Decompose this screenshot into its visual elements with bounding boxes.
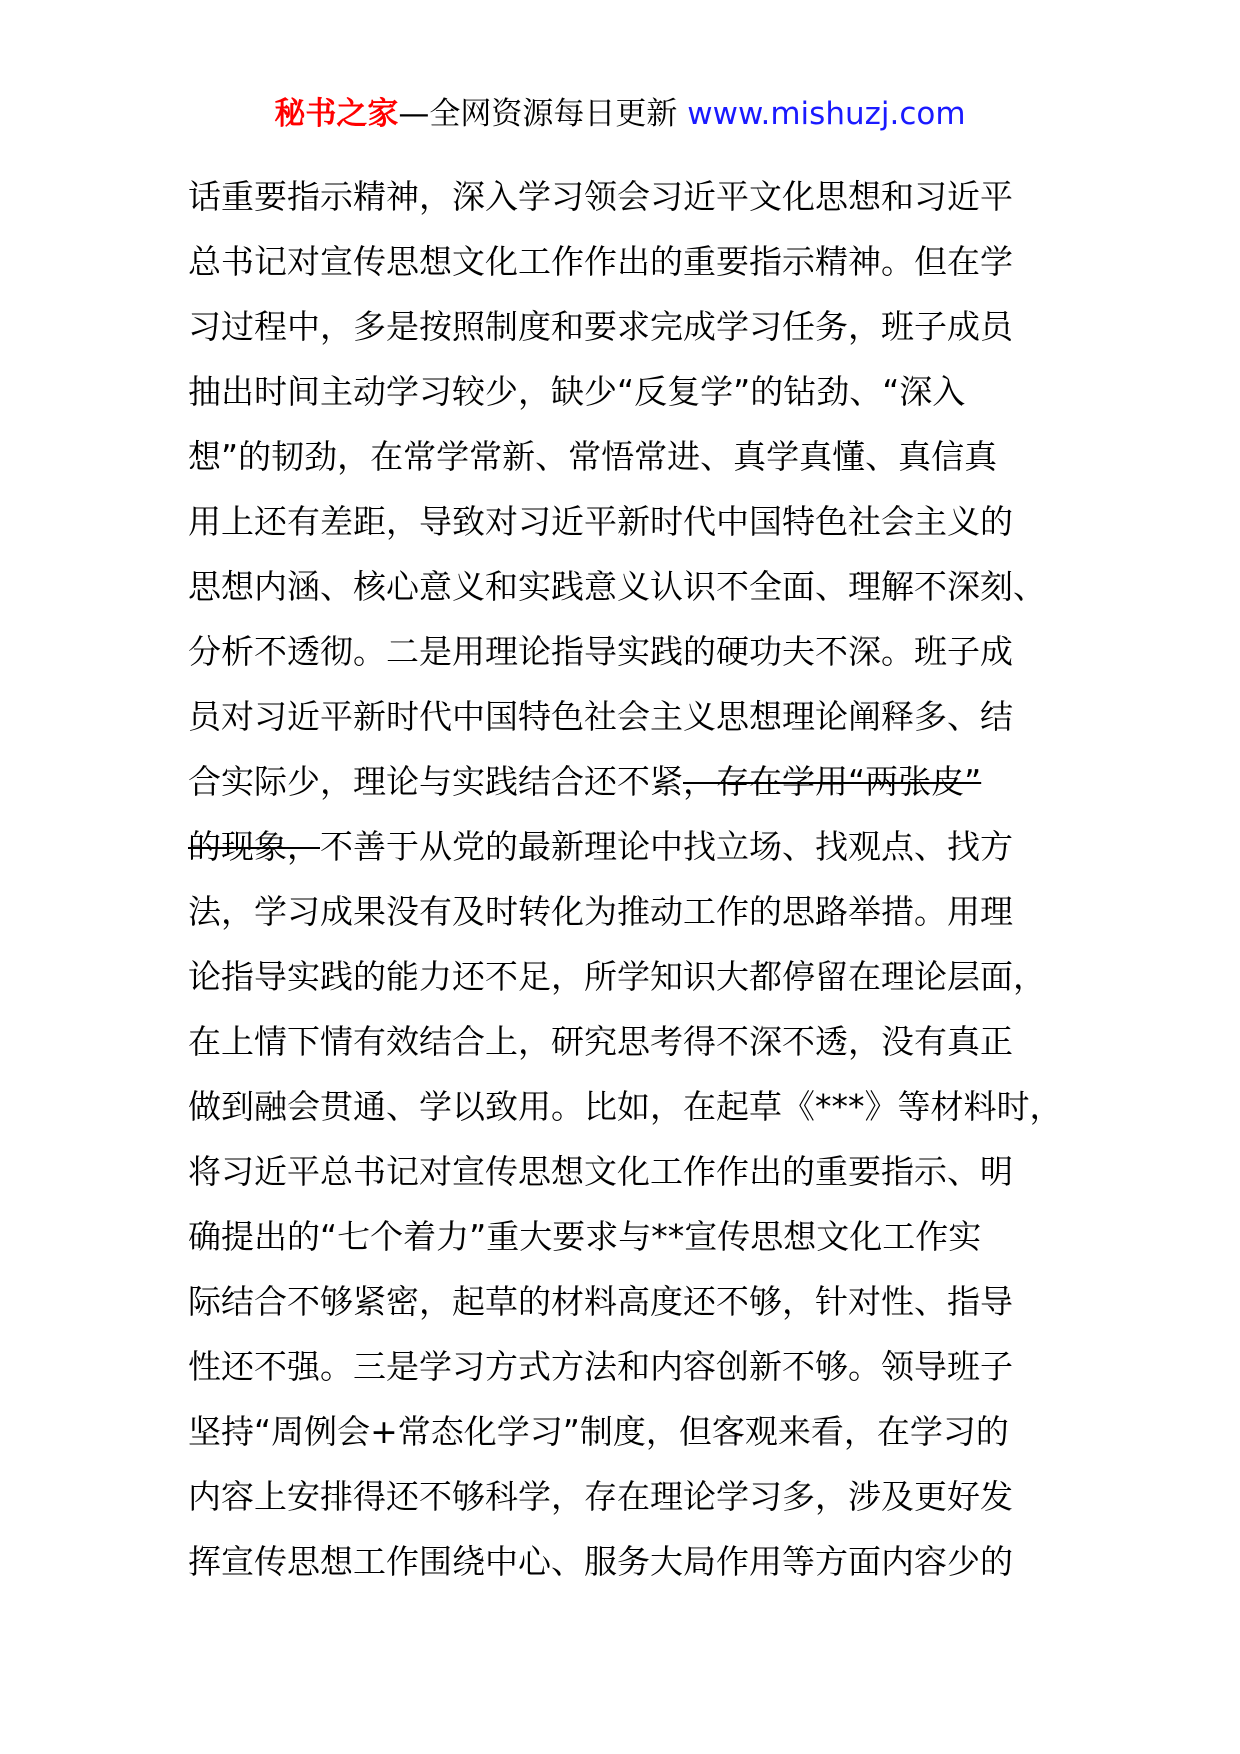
text-line: 想”的韧劲，在常学常新、常悟常进、真学真懂、真信真 — [188, 437, 998, 476]
brand-name: 秘书之家 — [274, 96, 399, 132]
text-line: 确提出的“七个着力”重大要求与**宣传思想文化工作实 — [188, 1217, 982, 1256]
text-line: 抽出时间主动学习较少，缺少“反复学”的钻劲、“深入 — [188, 372, 966, 411]
text-segment: 不善于从党的最新理论中找立场、找观点、找方 — [320, 827, 1013, 866]
struck-text: ，存在学用“两张皮” — [683, 762, 982, 801]
text-line: 论指导实践的能力还不足，所学知识大都停留在理论层面， — [188, 957, 1046, 996]
text-segment: 合实际少，理论与实践结合还不紧 — [188, 762, 683, 801]
text-line: 总书记对宣传思想文化工作作出的重要指示精神。但在学 — [188, 242, 1013, 281]
site-url-link[interactable]: www.mishuzj.com — [687, 96, 966, 132]
text-line: 分析不透彻。二是用理论指导实践的硬功夫不深。班子成 — [188, 632, 1013, 671]
text-line: 坚持“周例会+常态化学习”制度，但客观来看，在学习的 — [188, 1412, 1009, 1451]
text-line: 话重要指示精神，深入学习领会习近平文化思想和习近平 — [188, 177, 1013, 216]
text-line: 做到融会贯通、学以致用。比如，在起草《***》等材料时， — [188, 1087, 1063, 1126]
document-body — [188, 164, 1088, 1594]
text-line: 习过程中，多是按照制度和要求完成学习任务，班子成员 — [188, 307, 1013, 346]
text-line: 将习近平总书记对宣传思想文化工作作出的重要指示、明 — [188, 1152, 1013, 1191]
text-line: 性还不强。三是学习方式方法和内容创新不够。领导班子 — [188, 1347, 1013, 1386]
header-slogan: —全网资源每日更新 — [398, 96, 678, 132]
site-header — [0, 90, 1240, 138]
struck-text: 的现象， — [188, 827, 320, 866]
text-line: 内容上安排得还不够科学，存在理论学习多，涉及更好发 — [188, 1477, 1013, 1516]
text-line: 思想内涵、核心意义和实践意义认识不全面、理解不深刻、 — [188, 567, 1046, 606]
text-line — [188, 749, 1088, 814]
text-line: 法，学习成果没有及时转化为推动工作的思路举措。用理 — [188, 892, 1013, 931]
text-line: 挥宣传思想工作围绕中心、服务大局作用等方面内容少的 — [188, 1542, 1013, 1581]
text-line: 在上情下情有效结合上，研究思考得不深不透，没有真正 — [188, 1022, 1013, 1061]
text-line: 用上还有差距，导致对习近平新时代中国特色社会主义的 — [188, 502, 1013, 541]
text-line: 际结合不够紧密，起草的材料高度还不够，针对性、指导 — [188, 1282, 1013, 1321]
text-line: 员对习近平新时代中国特色社会主义思想理论阐释多、结 — [188, 697, 1013, 736]
text-line — [188, 814, 1088, 879]
